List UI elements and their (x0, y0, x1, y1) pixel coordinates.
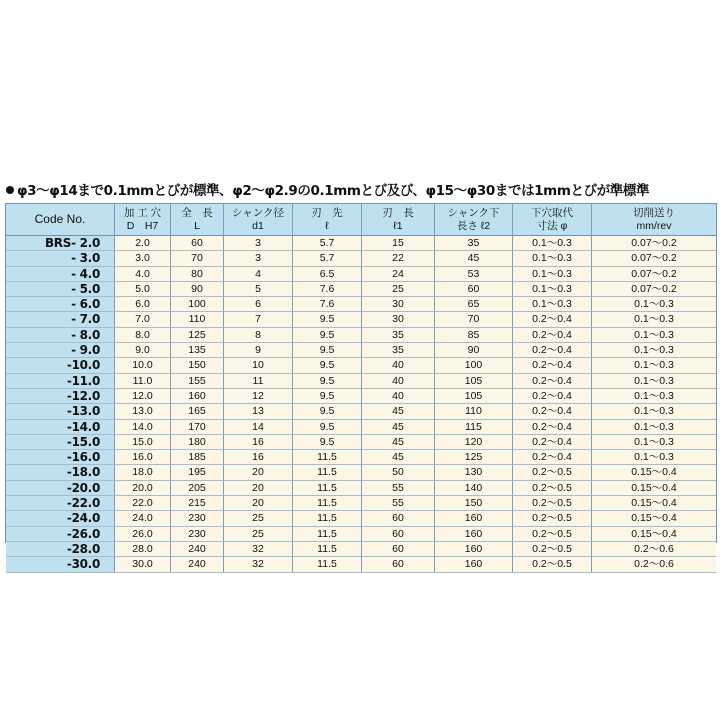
column-header-line2: D H7 (126, 219, 159, 232)
table-cell: 11.5 (293, 496, 362, 511)
table-cell: 0.2〜0.6 (592, 542, 716, 557)
table-cell: 240 (171, 557, 224, 572)
table-cell: 0.07〜0.2 (592, 236, 716, 251)
table-cell: 15.0 (115, 435, 171, 450)
table-cell: 0.2〜0.6 (592, 557, 716, 572)
table-cell: 8.0 (115, 328, 171, 343)
table-cell: 6.5 (293, 267, 362, 282)
code-no-cell: - 9.0 (6, 343, 115, 358)
column-header-line1: シャンク下 (447, 206, 500, 219)
table-cell: 0.2〜0.4 (513, 312, 592, 327)
table-cell: 45 (435, 251, 513, 266)
table-cell: 9.5 (293, 358, 362, 373)
table-cell: 0.2〜0.4 (513, 374, 592, 389)
table-cell: 240 (171, 542, 224, 557)
table-cell: 13.0 (115, 404, 171, 419)
table-cell: 11.0 (115, 374, 171, 389)
table-cell: 53 (435, 267, 513, 282)
table-cell: 165 (171, 404, 224, 419)
table-cell: 80 (171, 267, 224, 282)
code-no-cell: -10.0 (6, 358, 115, 373)
table-cell: 9.5 (293, 435, 362, 450)
table-cell: 100 (435, 358, 513, 373)
table-cell: 0.2〜0.5 (513, 542, 592, 557)
table-cell: 20 (224, 481, 293, 496)
table-cell: 30.0 (115, 557, 171, 572)
code-no-cell: -14.0 (6, 420, 115, 435)
table-cell: 0.2〜0.4 (513, 420, 592, 435)
table-cell: 0.1〜0.3 (592, 404, 716, 419)
table-cell: 12.0 (115, 389, 171, 404)
table-cell: 0.1〜0.3 (592, 389, 716, 404)
code-no-cell: -12.0 (6, 389, 115, 404)
table-cell: 28.0 (115, 542, 171, 557)
table-cell: 105 (435, 374, 513, 389)
table-cell: 0.1〜0.3 (513, 297, 592, 312)
table-cell: 7.0 (115, 312, 171, 327)
table-cell: 105 (435, 389, 513, 404)
column-header (513, 204, 592, 236)
table-cell: 11.5 (293, 465, 362, 480)
table-cell: 0.1〜0.3 (592, 450, 716, 465)
code-no-cell: -26.0 (6, 527, 115, 542)
table-cell: 0.2〜0.5 (513, 496, 592, 511)
table-cell: 6 (224, 297, 293, 312)
table-cell: 45 (362, 450, 435, 465)
table-cell: 11.5 (293, 481, 362, 496)
table-cell: 160 (435, 527, 513, 542)
table-cell: 9.0 (115, 343, 171, 358)
table-cell: 70 (435, 312, 513, 327)
table-cell: 3.0 (115, 251, 171, 266)
table-cell: 15 (362, 236, 435, 251)
table-cell: 130 (435, 465, 513, 480)
table-cell: 9.5 (293, 404, 362, 419)
column-header (293, 204, 362, 236)
column-header-line1: 刃 長 (382, 206, 414, 219)
table-cell: 45 (362, 404, 435, 419)
code-no-cell: -16.0 (6, 450, 115, 465)
table-cell: 70 (171, 251, 224, 266)
table-cell: 0.1〜0.3 (513, 251, 592, 266)
table-cell: 13 (224, 404, 293, 419)
table-cell: 0.2〜0.4 (513, 450, 592, 465)
table-cell: 0.1〜0.3 (592, 312, 716, 327)
table-cell: 0.15〜0.4 (592, 481, 716, 496)
table-cell: 9.5 (293, 374, 362, 389)
column-header (171, 204, 224, 236)
table-cell: 90 (171, 282, 224, 297)
table-cell: 6.0 (115, 297, 171, 312)
code-no-cell: BRS- 2.0 (6, 236, 115, 251)
table-cell: 3 (224, 251, 293, 266)
table-cell: 35 (435, 236, 513, 251)
table-cell: 125 (171, 328, 224, 343)
table-cell: 55 (362, 481, 435, 496)
table-cell: 9.5 (293, 343, 362, 358)
table-cell: 7.6 (293, 297, 362, 312)
table-cell: 9.5 (293, 420, 362, 435)
table-cell: 25 (224, 511, 293, 526)
table-cell: 230 (171, 511, 224, 526)
table-cell: 135 (171, 343, 224, 358)
table-cell: 0.1〜0.3 (592, 435, 716, 450)
column-header-line1: シャンク径 (231, 206, 285, 219)
table-cell: 40 (362, 389, 435, 404)
table-cell: 14 (224, 420, 293, 435)
table-cell: 140 (435, 481, 513, 496)
table-cell: 16.0 (115, 450, 171, 465)
table-cell: 150 (171, 358, 224, 373)
table-cell: 14.0 (115, 420, 171, 435)
table-cell: 12 (224, 389, 293, 404)
table-cell: 160 (435, 542, 513, 557)
table-cell: 0.2〜0.4 (513, 404, 592, 419)
code-no-cell: -18.0 (6, 465, 115, 480)
table-cell: 24 (362, 267, 435, 282)
table-cell: 10.0 (115, 358, 171, 373)
table-cell: 0.1〜0.3 (592, 328, 716, 343)
table-cell: 24.0 (115, 511, 171, 526)
table-cell: 60 (435, 282, 513, 297)
table-cell: 20 (224, 496, 293, 511)
column-header (592, 204, 716, 236)
column-header (224, 204, 293, 236)
table-cell: 0.1〜0.3 (592, 420, 716, 435)
code-no-cell: - 8.0 (6, 328, 115, 343)
bullet-icon (6, 186, 14, 194)
column-header-line1: 切削送り (633, 206, 675, 219)
table-cell: 0.2〜0.4 (513, 328, 592, 343)
column-header-line2: mm/rev (636, 219, 672, 232)
note-text: φ3〜φ14まで0.1mmとびが標準、φ2〜φ2.9の0.1mmとび及び、φ15〜φ30までは1mmとびが準標準 (17, 183, 650, 199)
table-cell: 205 (171, 481, 224, 496)
table-cell: 11.5 (293, 557, 362, 572)
code-no-cell: -15.0 (6, 435, 115, 450)
table-cell: 50 (362, 465, 435, 480)
table-cell: 30 (362, 297, 435, 312)
column-header-line2: ℓ (325, 219, 329, 232)
table-cell: 160 (171, 389, 224, 404)
code-no-cell: -11.0 (6, 374, 115, 389)
column-header (435, 204, 513, 236)
column-header (115, 204, 171, 236)
table-cell: 100 (171, 297, 224, 312)
table-cell: 26.0 (115, 527, 171, 542)
code-no-cell: - 3.0 (6, 251, 115, 266)
table-cell: 110 (435, 404, 513, 419)
table-cell: 8 (224, 328, 293, 343)
column-header-line1: 刃 先 (311, 206, 343, 219)
table-cell: 11.5 (293, 542, 362, 557)
table-cell: 120 (435, 435, 513, 450)
table-cell: 170 (171, 420, 224, 435)
table-cell: 0.07〜0.2 (592, 251, 716, 266)
table-cell: 180 (171, 435, 224, 450)
table-cell: 0.15〜0.4 (592, 496, 716, 511)
column-header-line2: ℓ1 (393, 219, 403, 232)
code-no-cell: -13.0 (6, 404, 115, 419)
table-cell: 90 (435, 343, 513, 358)
table-cell: 0.15〜0.4 (592, 527, 716, 542)
table-cell: 60 (362, 527, 435, 542)
table-cell: 0.2〜0.5 (513, 557, 592, 572)
table-cell: 7 (224, 312, 293, 327)
table-cell: 215 (171, 496, 224, 511)
table-cell: 4 (224, 267, 293, 282)
table-cell: 22.0 (115, 496, 171, 511)
table-cell: 20.0 (115, 481, 171, 496)
table-cell: 185 (171, 450, 224, 465)
table-cell: 40 (362, 358, 435, 373)
table-cell: 0.2〜0.4 (513, 358, 592, 373)
table-cell: 40 (362, 374, 435, 389)
table-cell: 11.5 (293, 450, 362, 465)
code-no-cell: - 7.0 (6, 312, 115, 327)
table-cell: 32 (224, 557, 293, 572)
table-cell: 5.7 (293, 236, 362, 251)
table-cell: 60 (171, 236, 224, 251)
column-header-line1: Code No. (34, 212, 86, 226)
table-cell: 35 (362, 328, 435, 343)
table-cell: 3 (224, 236, 293, 251)
table-cell: 85 (435, 328, 513, 343)
table-cell: 155 (171, 374, 224, 389)
table-cell: 0.15〜0.4 (592, 465, 716, 480)
table-cell: 0.2〜0.5 (513, 481, 592, 496)
table-cell: 5.7 (293, 251, 362, 266)
table-cell: 0.2〜0.4 (513, 389, 592, 404)
table-cell: 230 (171, 527, 224, 542)
column-header-line1: 下穴取代 (531, 206, 573, 219)
table-cell: 30 (362, 312, 435, 327)
column-header-line1: 加 工 穴 (123, 206, 162, 219)
table-cell: 60 (362, 542, 435, 557)
table-cell: 160 (435, 511, 513, 526)
column-header (362, 204, 435, 236)
table-cell: 10 (224, 358, 293, 373)
column-header-line2: 寸法 φ (536, 219, 568, 232)
table-cell: 9 (224, 343, 293, 358)
column-header (6, 204, 115, 236)
code-no-cell: -30.0 (6, 557, 115, 572)
code-no-cell: - 6.0 (6, 297, 115, 312)
table-cell: 5 (224, 282, 293, 297)
code-no-cell: -22.0 (6, 496, 115, 511)
table-cell: 16 (224, 450, 293, 465)
table-cell: 9.5 (293, 312, 362, 327)
standard-sizes-note (6, 181, 718, 201)
code-no-cell: -28.0 (6, 542, 115, 557)
table-cell: 7.6 (293, 282, 362, 297)
table-cell: 0.07〜0.2 (592, 282, 716, 297)
table-cell: 0.1〜0.3 (592, 358, 716, 373)
table-cell: 16 (224, 435, 293, 450)
table-cell: 0.1〜0.3 (513, 236, 592, 251)
table-cell: 0.2〜0.5 (513, 511, 592, 526)
table-cell: 2.0 (115, 236, 171, 251)
code-no-cell: -24.0 (6, 511, 115, 526)
table-cell: 0.15〜0.4 (592, 511, 716, 526)
table-cell: 0.1〜0.3 (592, 297, 716, 312)
table-cell: 9.5 (293, 328, 362, 343)
table-cell: 45 (362, 420, 435, 435)
table-cell: 11 (224, 374, 293, 389)
spec-table (5, 203, 717, 572)
code-no-cell: -20.0 (6, 481, 115, 496)
table-cell: 115 (435, 420, 513, 435)
table-cell: 32 (224, 542, 293, 557)
table-cell: 150 (435, 496, 513, 511)
table-cell: 110 (171, 312, 224, 327)
table-cell: 0.1〜0.3 (513, 267, 592, 282)
column-header-line2: 長さ ℓ2 (456, 219, 491, 232)
code-no-cell: - 5.0 (6, 282, 115, 297)
table-cell: 45 (362, 435, 435, 450)
table-cell: 20 (224, 465, 293, 480)
table-cell: 60 (362, 557, 435, 572)
table-cell: 25 (224, 527, 293, 542)
table-cell: 55 (362, 496, 435, 511)
table-cell: 5.0 (115, 282, 171, 297)
column-header-line2: L (194, 219, 200, 232)
table-cell: 0.2〜0.4 (513, 435, 592, 450)
table-cell: 9.5 (293, 389, 362, 404)
table-cell: 195 (171, 465, 224, 480)
table-cell: 22 (362, 251, 435, 266)
table-cell: 0.07〜0.2 (592, 267, 716, 282)
table-cell: 0.2〜0.4 (513, 343, 592, 358)
column-header-line2: d1 (252, 219, 264, 232)
table-cell: 0.1〜0.3 (592, 343, 716, 358)
column-header-line1: 全 長 (181, 206, 213, 219)
table-cell: 125 (435, 450, 513, 465)
table-cell: 4.0 (115, 267, 171, 282)
table-cell: 0.2〜0.5 (513, 465, 592, 480)
table-cell: 160 (435, 557, 513, 572)
table-cell: 0.1〜0.3 (592, 374, 716, 389)
table-cell: 60 (362, 511, 435, 526)
table-cell: 11.5 (293, 511, 362, 526)
table-cell: 11.5 (293, 527, 362, 542)
table-cell: 0.1〜0.3 (513, 282, 592, 297)
table-cell: 0.2〜0.5 (513, 527, 592, 542)
table-cell: 35 (362, 343, 435, 358)
code-no-cell: - 4.0 (6, 267, 115, 282)
table-cell: 25 (362, 282, 435, 297)
table-cell: 18.0 (115, 465, 171, 480)
table-cell: 65 (435, 297, 513, 312)
